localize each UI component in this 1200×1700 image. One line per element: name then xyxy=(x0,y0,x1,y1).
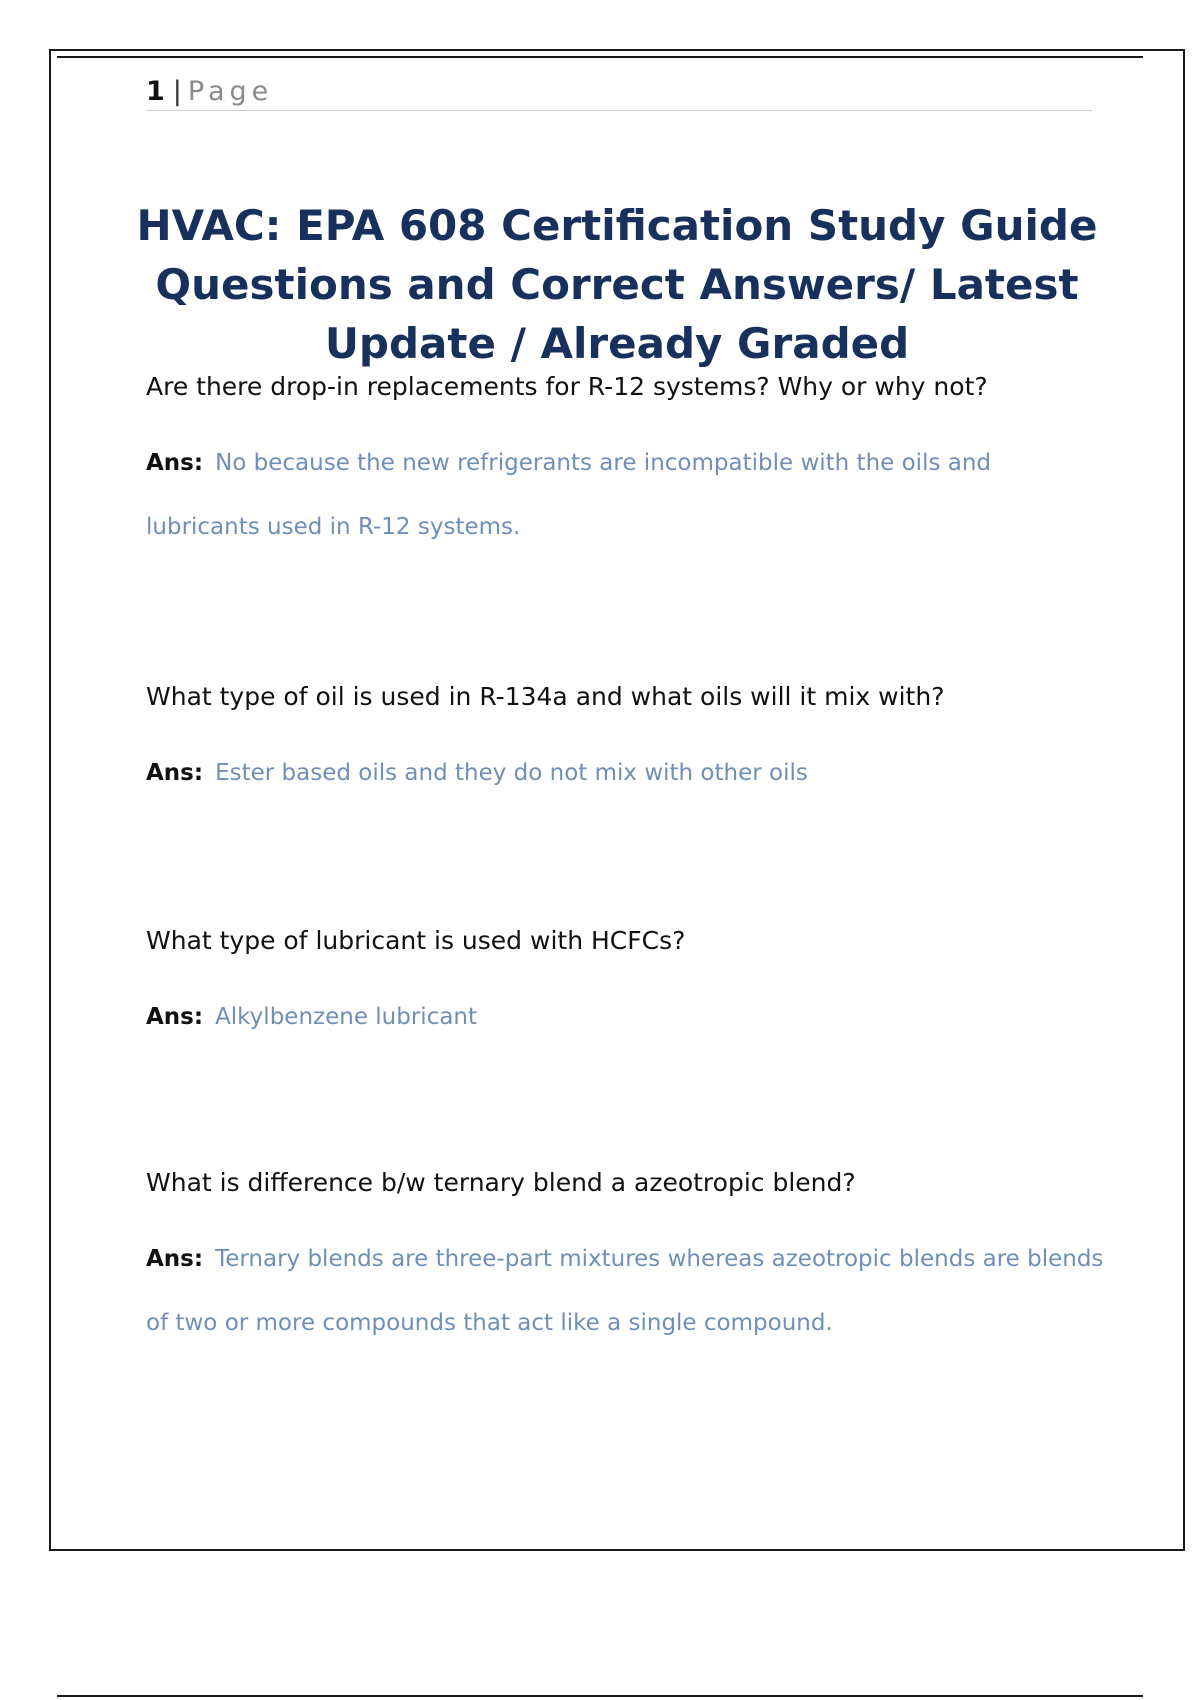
answer-paragraph xyxy=(146,741,1106,805)
answer-label: Ans: xyxy=(146,760,204,786)
question-text: What type of lubricant is used with HCFCs? xyxy=(146,926,686,955)
question-text: What is difference b/w ternary blend a azeotropic blend? xyxy=(146,1168,856,1197)
header-separator: | xyxy=(172,76,182,107)
answer-paragraph xyxy=(146,1227,1106,1355)
answer-label: Ans: xyxy=(146,1246,204,1272)
qa-item xyxy=(146,1166,1106,1355)
answer-text: Ternary blends are three-part mixtures whereas azeotropic blends are blends of two or more compounds that act like a single compound. xyxy=(146,1246,1104,1336)
document-title: HVAC: EPA 608 Certification Study Guide Questions and Correct Answers/ Latest Update / Already Graded xyxy=(136,201,1098,368)
bottom-rule xyxy=(57,1695,1143,1697)
page-header xyxy=(146,74,1092,111)
answer-label: Ans: xyxy=(146,1004,204,1030)
answer-paragraph xyxy=(146,431,1106,559)
question-text: What type of oil is used in R-134a and what oils will it mix with? xyxy=(146,682,945,711)
page-number: 1 xyxy=(146,76,165,107)
question-text: Are there drop-in replacements for R-12 systems? Why or why not? xyxy=(146,372,988,401)
qa-item xyxy=(146,924,1106,1049)
answer-text: No because the new refrigerants are incompatible with the oils and lubricants used in R-12 systems. xyxy=(146,450,992,540)
page-label: Page xyxy=(187,76,274,107)
top-rule xyxy=(57,56,1143,58)
answer-label: Ans: xyxy=(146,450,204,476)
answer-paragraph xyxy=(146,985,1106,1049)
qa-item xyxy=(146,680,1106,805)
qa-item xyxy=(146,370,1106,559)
answer-text: Alkylbenzene lubricant xyxy=(215,1004,478,1030)
answer-text: Ester based oils and they do not mix with other oils xyxy=(215,760,808,786)
